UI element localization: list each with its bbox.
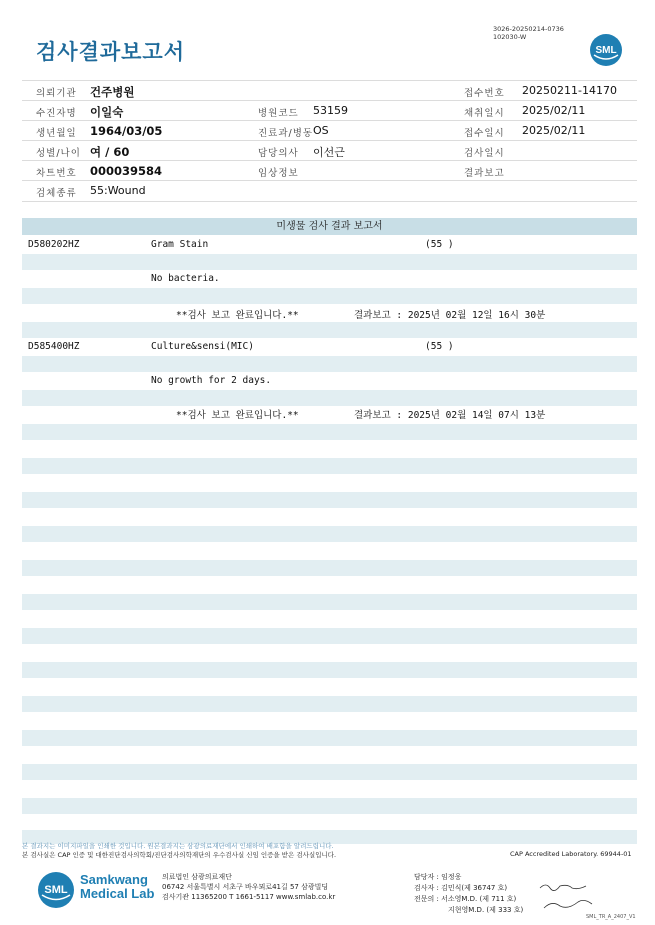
- value-patient-name: 이일숙: [90, 105, 124, 119]
- staff-tester: 검사자 : 김민식(제 36747 호): [414, 884, 508, 892]
- value-department: OS: [313, 124, 329, 137]
- staff-block: [414, 872, 523, 916]
- label-institution: 의뢰기관: [36, 88, 77, 99]
- document-id: [493, 25, 564, 41]
- test-specimen: (55 ): [425, 341, 454, 352]
- row-stripe: [22, 356, 637, 372]
- document-id-line1: 3026-20250214-0736: [493, 25, 564, 33]
- value-chart-no: 000039584: [90, 164, 163, 178]
- document-id-line2: 102030-W: [493, 33, 527, 41]
- lab-address-block: [162, 872, 335, 902]
- label-chart-no: 차트번호: [36, 168, 77, 179]
- label-collection-date: 채취일시: [464, 108, 505, 119]
- info-row: [22, 100, 637, 121]
- info-row: [22, 140, 637, 161]
- label-accession-no: 접수번호: [464, 88, 505, 99]
- label-hospital-code: 병원코드: [258, 108, 299, 119]
- label-birth-date: 생년월일: [36, 128, 77, 139]
- row-stripe: [22, 628, 637, 644]
- row-stripe: [22, 288, 637, 304]
- value-physician: 이선근: [313, 146, 345, 159]
- test-result: No bacteria.: [151, 273, 220, 284]
- row-stripe: [22, 662, 637, 678]
- row-stripe: [22, 696, 637, 712]
- print-notice: 본 결과지는 이미지파일을 인쇄한 것입니다. 원본결과지는 삼광의료재단에서 인쇄하여 배포함을 알려드립니다.: [22, 842, 334, 850]
- report-complete: **검사 보고 완료입니다.**: [176, 410, 299, 421]
- signature-icon: [538, 880, 598, 914]
- sml-logo-badge-text: SML: [44, 884, 68, 896]
- row-stripe: [22, 254, 637, 270]
- staff-manager: 담당자 : 임정웅: [414, 873, 462, 881]
- staff-specialist-1: 전문의 : 서소영M.D. (제 711 호): [414, 895, 517, 903]
- label-result-report: 결과보고: [464, 168, 505, 179]
- report-timestamp: 결과보고 : 2025년 02월 12일 16시 30분: [354, 310, 546, 321]
- row-stripe: [22, 798, 637, 814]
- test-code: D585400HZ: [28, 341, 80, 352]
- value-hospital-code: 53159: [313, 104, 348, 117]
- report-timestamp: 결과보고 : 2025년 02월 14일 07시 13분: [354, 410, 546, 421]
- value-institution: 건주병원: [90, 85, 135, 99]
- lab-contact: 검사기관 11365200 T 1661-5117 www.smlab.co.kr: [162, 893, 336, 901]
- report-complete: **검사 보고 완료입니다.**: [176, 310, 299, 321]
- value-birth-date: 1964/03/05: [90, 124, 163, 138]
- label-physician: 담당의사: [258, 148, 299, 159]
- test-name: Culture&sensi(MIC): [151, 341, 254, 352]
- row-stripe: [22, 424, 637, 440]
- row-stripe: [22, 526, 637, 542]
- sml-badge-text: SML: [595, 45, 617, 56]
- row-stripe: [22, 492, 637, 508]
- row-stripe: [22, 458, 637, 474]
- row-stripe: [22, 390, 637, 406]
- label-department: 진료과/병동: [258, 128, 314, 139]
- label-patient-name: 수진자명: [36, 108, 77, 119]
- micro-report-title: 미생물 검사 결과 보고서: [22, 218, 637, 235]
- report-title: 검사결과보고서: [36, 40, 186, 64]
- info-row: [22, 120, 637, 141]
- row-stripe: [22, 594, 637, 610]
- value-specimen-type: 55:Wound: [90, 184, 146, 197]
- org-name: 의료법인 삼광의료재단: [162, 873, 232, 881]
- sml-logo: [36, 870, 156, 910]
- value-collection-date: 2025/02/11: [522, 104, 586, 117]
- label-sex-age: 성별/나이: [36, 148, 81, 159]
- row-stripe: [22, 730, 637, 746]
- test-specimen: (55 ): [425, 239, 454, 250]
- logo-line1: Samkwang: [80, 872, 148, 887]
- value-accession-no: 20250211-14170: [522, 84, 617, 97]
- row-stripe: [22, 560, 637, 576]
- test-name: Gram Stain: [151, 239, 209, 250]
- row-stripe: [22, 764, 637, 780]
- cap-accreditation: CAP Accredited Laboratory. 69944-01: [510, 850, 632, 858]
- lab-address: 06742 서울특별시 서초구 바우뫼로41길 57 삼광빌딩: [162, 883, 329, 891]
- info-row: [22, 160, 637, 181]
- row-stripe: [22, 322, 637, 338]
- value-sex-age: 여 / 60: [90, 145, 130, 159]
- accreditation-notice: 본 검사실은 CAP 인증 및 대한진단검사의학회/진단검사의학재단의 우수검사실 신임 인증을 받은 검사실입니다.: [22, 851, 337, 859]
- label-specimen-type: 검체종류: [36, 188, 77, 199]
- test-result: No growth for 2 days.: [151, 375, 272, 386]
- label-clinical-info: 임상정보: [258, 168, 299, 179]
- form-code: SML_TR_A_2407_V1: [586, 914, 636, 920]
- info-row: [22, 80, 637, 101]
- logo-line2: Medical Lab: [80, 886, 155, 901]
- value-received-date: 2025/02/11: [522, 124, 586, 137]
- sml-badge-icon: [589, 33, 623, 67]
- test-code: D580202HZ: [28, 239, 80, 250]
- label-test-date: 검사일시: [464, 148, 505, 159]
- sml-logo-icon: [36, 870, 76, 910]
- info-row: [22, 180, 637, 202]
- label-received-date: 접수일시: [464, 128, 505, 139]
- staff-specialist-2: 지현영M.D. (제 333 호): [448, 906, 524, 914]
